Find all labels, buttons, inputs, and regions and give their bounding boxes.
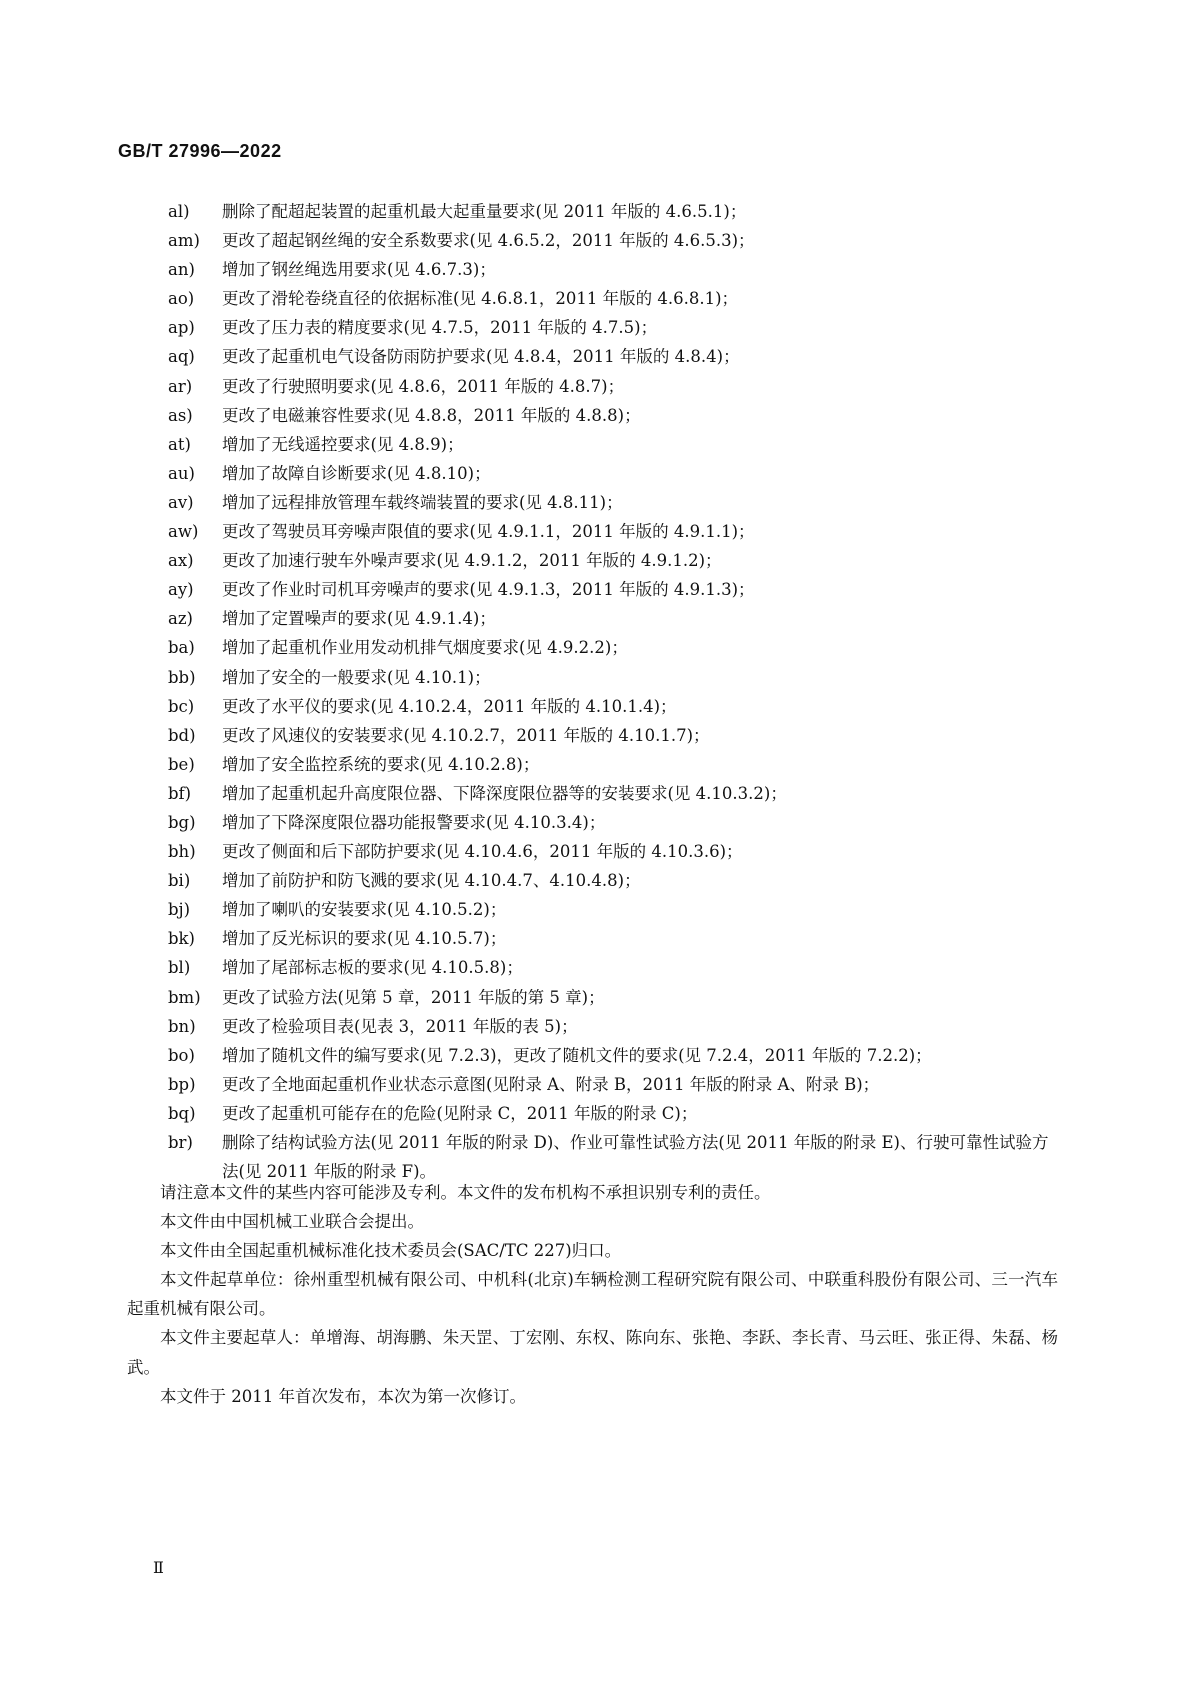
list-item-text: 增加了安全的一般要求(见 4.10.1)； bbox=[222, 667, 491, 687]
document-id: GB/T 27996—2022 bbox=[118, 141, 282, 161]
page-number: Ⅱ bbox=[153, 1558, 164, 1577]
list-item-label: aq) bbox=[168, 347, 195, 367]
list-item-label: bf) bbox=[168, 783, 192, 803]
list-item-label: ax) bbox=[168, 551, 194, 571]
paragraph: 本文件起草单位：徐州重型机械有限公司、中机科(北京)车辆检测工程研究院有限公司、中联重科股份有限公司、三一汽车起重机械有限公司。 bbox=[127, 1270, 1058, 1319]
list-item bbox=[168, 226, 1058, 255]
list-item bbox=[168, 517, 1058, 546]
list-item-label: bj) bbox=[168, 900, 191, 920]
list-item-label: am) bbox=[168, 231, 200, 251]
list-item-text: 增加了下降深度限位器功能报警要求(见 4.10.3.4)； bbox=[222, 812, 606, 832]
change-list bbox=[168, 197, 1058, 1186]
list-item-label: as) bbox=[168, 405, 193, 425]
list-item-text: 增加了尾部标志板的要求(见 4.10.5.8)； bbox=[222, 958, 523, 978]
list-item-label: ao) bbox=[168, 289, 195, 309]
list-item bbox=[168, 372, 1058, 401]
list-item-text: 增加了前防护和防飞溅的要求(见 4.10.4.7、4.10.4.8)； bbox=[222, 871, 641, 891]
list-item-label: bq) bbox=[168, 1103, 196, 1123]
list-item bbox=[168, 604, 1058, 633]
list-item-text: 更改了水平仪的要求(见 4.10.2.4，2011 年版的 4.10.1.4)； bbox=[222, 696, 677, 716]
list-item-label: at) bbox=[168, 434, 191, 454]
list-item-label: bn) bbox=[168, 1016, 196, 1036]
list-item bbox=[168, 197, 1058, 226]
list-item-text: 更改了检验项目表(见表 3，2011 年版的表 5)； bbox=[222, 1016, 578, 1036]
list-item bbox=[168, 924, 1058, 953]
list-item-text: 删除了配超起装置的起重机最大起重量要求(见 2011 年版的 4.6.5.1)； bbox=[222, 202, 747, 221]
list-item bbox=[168, 663, 1058, 692]
list-item bbox=[168, 546, 1058, 575]
list-item bbox=[168, 750, 1058, 779]
list-item bbox=[168, 1041, 1058, 1070]
list-item-label: bk) bbox=[168, 929, 195, 949]
list-item-label: al) bbox=[168, 202, 190, 221]
list-item-label: aw) bbox=[168, 522, 199, 542]
list-item-label: br) bbox=[168, 1133, 193, 1152]
list-item bbox=[168, 1012, 1058, 1041]
list-item-text: 更改了试验方法(见第 5 章，2011 年版的第 5 章)； bbox=[222, 987, 605, 1007]
list-item-text: 更改了风速仪的安装要求(见 4.10.2.7，2011 年版的 4.10.1.7)； bbox=[222, 725, 710, 745]
list-item-label: bp) bbox=[168, 1074, 196, 1094]
list-item-text: 增加了反光标识的要求(见 4.10.5.7)； bbox=[222, 929, 507, 949]
list-item-label: ay) bbox=[168, 580, 194, 600]
list-item-label: an) bbox=[168, 260, 195, 280]
list-item-label: av) bbox=[168, 492, 194, 512]
paragraph: 本文件由中国机械工业联合会提出。 bbox=[160, 1212, 424, 1232]
list-item bbox=[168, 983, 1058, 1012]
list-item-label: ap) bbox=[168, 318, 195, 338]
list-item-label: ba) bbox=[168, 638, 195, 658]
paragraph: 本文件于 2011 年首次发布，本次为第一次修订。 bbox=[160, 1386, 526, 1406]
list-item-label: bl) bbox=[168, 958, 191, 978]
list-item bbox=[168, 488, 1058, 517]
list-item-text: 更改了全地面起重机作业状态示意图(见附录 A、附录 B，2011 年版的附录 A、附录 B)； bbox=[222, 1074, 880, 1094]
list-item bbox=[168, 633, 1058, 662]
list-item bbox=[168, 721, 1058, 750]
list-item-text: 更改了起重机电气设备防雨防护要求(见 4.8.4，2011 年版的 4.8.4)； bbox=[222, 347, 740, 367]
list-item-text: 更改了压力表的精度要求(见 4.7.5，2011 年版的 4.7.5)； bbox=[222, 318, 658, 338]
list-item-text: 增加了随机文件的编写要求(见 7.2.3)，更改了随机文件的要求(见 7.2.4，2011 年版的 7.2.2)； bbox=[222, 1045, 932, 1065]
list-item-label: bi) bbox=[168, 871, 191, 891]
list-item bbox=[168, 255, 1058, 284]
list-item-label: bo) bbox=[168, 1045, 195, 1065]
list-item-text: 更改了行驶照明要求(见 4.8.6，2011 年版的 4.8.7)； bbox=[222, 376, 625, 396]
list-item-label: ar) bbox=[168, 376, 193, 396]
list-item-text: 增加了喇叭的安装要求(见 4.10.5.2)； bbox=[222, 900, 507, 920]
list-item-label: au) bbox=[168, 463, 195, 483]
list-item-label: bg) bbox=[168, 812, 196, 832]
paragraph: 本文件主要起草人：单增海、胡海鹏、朱天罡、丁宏刚、东权、陈向东、张艳、李跃、李长青、马云旺、张正得、朱磊、杨武。 bbox=[127, 1328, 1058, 1377]
list-item-text: 增加了安全监控系统的要求(见 4.10.2.8)； bbox=[222, 754, 540, 774]
list-item-label: bd) bbox=[168, 725, 196, 745]
list-item bbox=[168, 401, 1058, 430]
list-item bbox=[168, 808, 1058, 837]
list-item-text: 更改了电磁兼容性要求(见 4.8.8，2011 年版的 4.8.8)； bbox=[222, 405, 641, 425]
list-item bbox=[168, 953, 1058, 982]
list-item bbox=[168, 866, 1058, 895]
list-item-label: az) bbox=[168, 609, 193, 629]
list-item-label: bb) bbox=[168, 667, 196, 687]
paragraph: 请注意本文件的某些内容可能涉及专利。本文件的发布机构不承担识别专利的责任。 bbox=[160, 1183, 771, 1202]
list-item bbox=[168, 1070, 1058, 1099]
paragraph: 本文件由全国起重机械标准化技术委员会(SAC/TC 227)归口。 bbox=[160, 1241, 622, 1261]
list-item-text: 更改了驾驶员耳旁噪声限值的要求(见 4.9.1.1，2011 年版的 4.9.1.1)； bbox=[222, 522, 755, 542]
list-item bbox=[168, 342, 1058, 371]
list-item bbox=[168, 575, 1058, 604]
list-item-label: bh) bbox=[168, 842, 196, 862]
list-item bbox=[168, 459, 1058, 488]
list-item bbox=[168, 1099, 1058, 1128]
list-item-text: 增加了起重机作业用发动机排气烟度要求(见 4.9.2.2)； bbox=[222, 638, 628, 658]
list-item-text: 更改了超起钢丝绳的安全系数要求(见 4.6.5.2，2011 年版的 4.6.5.3)； bbox=[222, 231, 755, 251]
list-item-text: 增加了远程排放管理车载终端装置的要求(见 4.8.11)； bbox=[222, 492, 623, 512]
list-item-label: bc) bbox=[168, 696, 195, 716]
list-item-text: 增加了故障自诊断要求(见 4.8.10)； bbox=[222, 463, 491, 483]
list-item-text: 更改了起重机可能存在的危险(见附录 C，2011 年版的附录 C)； bbox=[222, 1103, 698, 1123]
list-item-text: 增加了钢丝绳选用要求(见 4.6.7.3)； bbox=[222, 260, 496, 280]
list-item bbox=[168, 284, 1058, 313]
foreword-paragraphs bbox=[127, 1178, 1058, 1411]
list-item bbox=[168, 430, 1058, 459]
list-item bbox=[168, 779, 1058, 808]
list-item-text: 增加了起重机起升高度限位器、下降深度限位器等的安装要求(见 4.10.3.2)； bbox=[222, 783, 787, 803]
list-item-label: be) bbox=[168, 754, 195, 774]
list-item bbox=[168, 895, 1058, 924]
list-item-text: 增加了无线遥控要求(见 4.8.9)； bbox=[222, 434, 464, 454]
list-item bbox=[168, 837, 1058, 866]
list-item bbox=[168, 692, 1058, 721]
list-item-text: 更改了滑轮卷绕直径的依据标准(见 4.6.8.1，2011 年版的 4.6.8.1)； bbox=[222, 289, 739, 309]
list-item-text: 更改了加速行驶车外噪声要求(见 4.9.1.2，2011 年版的 4.9.1.2)； bbox=[222, 551, 722, 571]
list-item-label: bm) bbox=[168, 987, 201, 1007]
list-item-text: 增加了定置噪声的要求(见 4.9.1.4)； bbox=[222, 609, 496, 629]
list-item-text: 删除了结构试验方法(见 2011 年版的附录 D)、作业可靠性试验方法(见 2011 年版的附录 E)、行驶可靠性试验方法(见 2011 年版的附录 F)。 bbox=[222, 1133, 1049, 1182]
list-item-text: 更改了作业时司机耳旁噪声的要求(见 4.9.1.3，2011 年版的 4.9.1.3)； bbox=[222, 580, 755, 600]
list-item bbox=[168, 313, 1058, 342]
list-item-text: 更改了侧面和后下部防护要求(见 4.10.4.6，2011 年版的 4.10.3.6)； bbox=[222, 842, 743, 862]
